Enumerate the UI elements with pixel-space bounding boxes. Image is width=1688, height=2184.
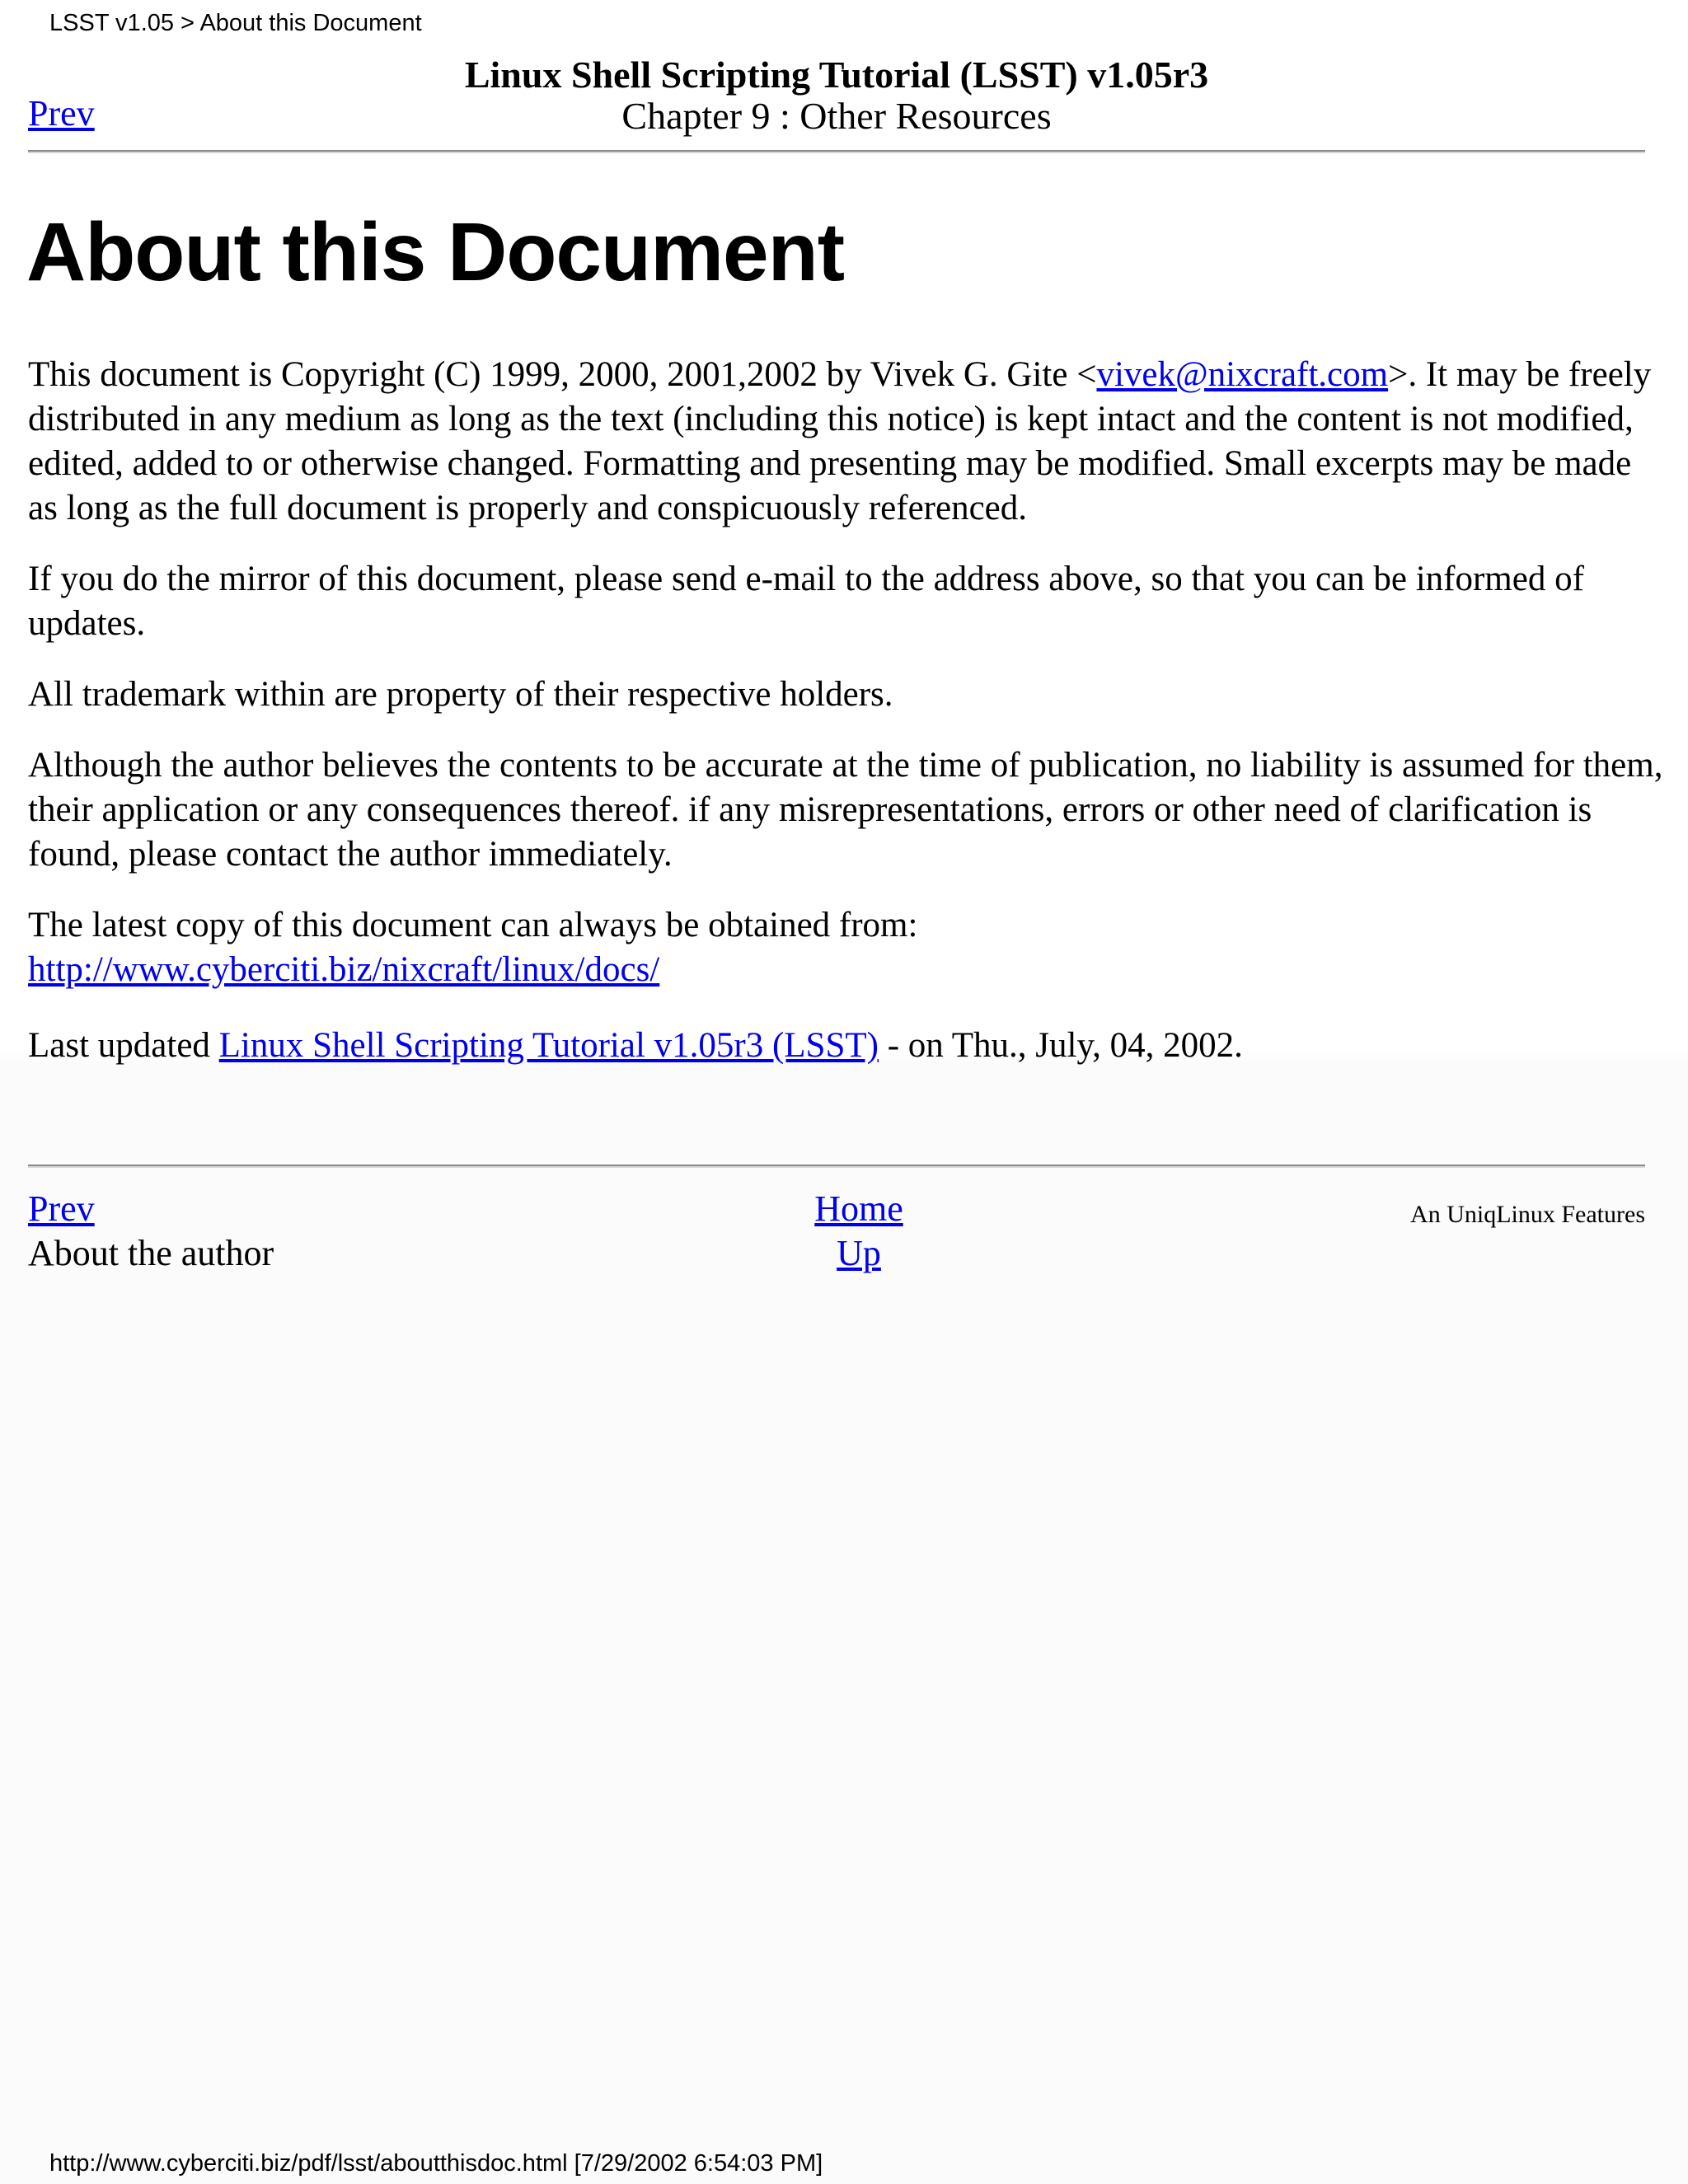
docs-url-link[interactable]: http://www.cyberciti.biz/nixcraft/linux/docs/ [28,950,660,989]
prev-page-title: About the author [28,1233,274,1273]
prev-link-top[interactable]: Prev [28,93,95,134]
page-title: About this Document [26,206,845,298]
mirror-paragraph: If you do the mirror of this document, please send e-mail to the address above, so that you can be informed of updates. [28,560,1584,643]
copyright-paragraph [28,353,1664,531]
up-link[interactable]: Up [837,1233,881,1273]
navigation-header [28,54,1645,137]
last-updated-paragraph [28,1024,1664,1068]
email-link[interactable]: vivek@nixcraft.com [1096,355,1389,394]
latest-copy-text: The latest copy of this document can always be obtained from: [28,906,918,944]
trademark-paragraph: All trademark within are property of their respective holders. [28,675,893,714]
document-title: Linux Shell Scripting Tutorial (LSST) v1.05r3 [464,54,1209,96]
liability-paragraph: Although the author believes the contents to be accurate at the time of publication, no liability is assumed for them, their application or any consequences thereof. if any misrepresentations, errors or other need of clarification is found, please contact the author immediately. [28,746,1663,874]
bottom-divider [28,1165,1645,1168]
home-link[interactable]: Home [814,1188,903,1229]
main-content [28,353,1664,1094]
tutorial-link[interactable]: Linux Shell Scripting Tutorial v1.05r3 (LSST) [218,1026,879,1065]
latest-copy-paragraph [28,903,1664,992]
print-header: LSST v1.05 > About this Document [49,10,422,36]
top-divider [28,150,1645,153]
copyright-text-start: This document is Copyright (C) 1999, 2000, 2001,2002 by Vivek G. Gite < [28,355,1097,394]
prev-link-bottom[interactable]: Prev [28,1188,95,1229]
footer-credit: An UniqLinux Features [1410,1201,1645,1228]
last-updated-date: - on Thu., July, 04, 2002. [878,1026,1243,1065]
chapter-title: Chapter 9 : Other Resources [621,95,1052,137]
copyright-text-end: >. It may be freely distributed in any medium as long as the text (including this notice) is kept intact and the content is not modified, edited, added to or otherwise changed. Formatting and presenting may be modified. Small excerpts may be made as long as the full document is properly and conspicuously referenced. [28,355,1652,527]
last-updated-prefix: Last updated [28,1026,219,1065]
print-footer-url: http://www.cyberciti.biz/pdf/lsst/aboutthisdoc.html [7/29/2002 6:54:03 PM] [49,2150,823,2177]
